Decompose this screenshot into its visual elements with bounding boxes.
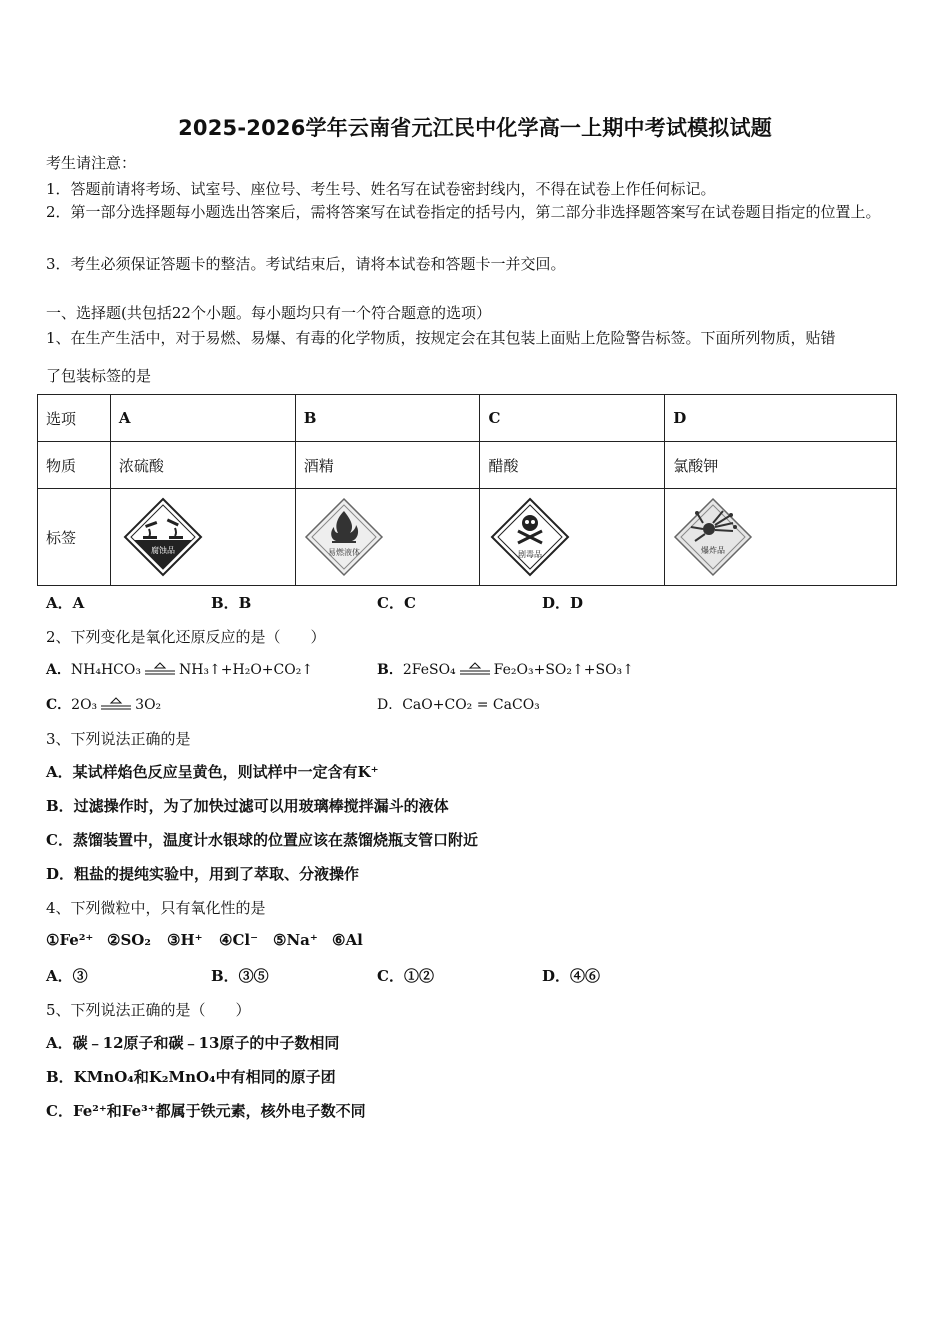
substance-c: 醋酸: [480, 442, 665, 489]
option-b: B: [295, 395, 480, 442]
row-label-option: 选项: [38, 395, 111, 442]
q4-answer-c[interactable]: C．①②: [377, 967, 434, 985]
q1-stem-line2: 了包装标签的是: [46, 367, 152, 385]
q5-option-b[interactable]: B．KMnO₄和K₂MnO₄中有相同的原子团: [46, 1068, 336, 1086]
heat-equals-icon: [456, 662, 494, 678]
flammable-label-icon: [304, 497, 384, 577]
q2-a-left: NH₄HCO₃: [70, 662, 141, 678]
q4-particle-5: ⑤Na⁺: [273, 931, 318, 949]
label-text-b: 易燃液体: [327, 548, 360, 557]
q3-option-c[interactable]: C．蒸馏装置中，温度计水银球的位置应该在蒸馏烧瓶支管口附近: [46, 831, 478, 849]
label-text-d: 爆炸品: [701, 546, 726, 555]
row-label-tag: 标签: [38, 489, 111, 586]
row-label-substance: 物质: [38, 442, 111, 489]
q3-option-d[interactable]: D．粗盐的提纯实验中，用到了萃取、分液操作: [46, 865, 360, 883]
q1-answer-b[interactable]: B．B: [211, 594, 252, 612]
q4-particle-2: ②SO₂: [107, 931, 151, 949]
q2-option-b[interactable]: [377, 659, 634, 679]
q2-option-d[interactable]: D．CaO+CO₂ = CaCO₃: [377, 697, 540, 713]
label-cell-c: [480, 489, 665, 586]
option-a: A: [110, 395, 295, 442]
notice-heading: 考生请注意：: [46, 154, 137, 172]
explosive-label-icon: [673, 497, 753, 577]
notice-item-2: 2．第一部分选择题每小题选出答案后，需将答案写在试卷指定的括号内，第二部分非选择题答案写在试卷题目指定的位置上。: [46, 203, 881, 221]
section-heading: 一、选择题(共包括22个小题。每小题均只有一个符合题意的选项）: [46, 304, 491, 322]
q4-particle-3: ③H⁺: [167, 931, 203, 949]
q5-option-a[interactable]: A．碳﹣12原子和碳﹣13原子的中子数相同: [46, 1034, 340, 1052]
q1-answer-a[interactable]: A．A: [46, 594, 85, 612]
q2-b-label: B．: [377, 662, 403, 678]
notice-item-1: 1．答题前请将考场、试室号、座位号、考生号、姓名写在试卷密封线内，不得在试卷上作任何标记。: [46, 180, 716, 198]
q2-option-a[interactable]: [46, 659, 313, 679]
option-d: D: [665, 395, 897, 442]
q1-stem-line1: 1、在生产生活中，对于易燃、易爆、有毒的化学物质，按规定会在其包装上面贴上危险警告标签。下面所列物质，贴错: [46, 329, 836, 347]
label-cell-b: [295, 489, 480, 586]
label-text-a: 腐蚀品: [150, 546, 175, 555]
q2-b-left: 2FeSO₄: [402, 662, 456, 678]
q2-c-right: 3O₂: [135, 697, 162, 713]
q4-answer-a[interactable]: A．③: [46, 967, 88, 985]
q2-a-right: NH₃↑+H₂O+CO₂↑: [178, 662, 314, 678]
q4-answer-b[interactable]: B．③⑤: [211, 967, 269, 985]
label-cell-a: [110, 489, 295, 586]
page-title: 2025-2026学年云南省元江民中化学高一上期中考试模拟试题: [178, 116, 772, 140]
q2-b-right: Fe₂O₃+SO₂↑+SO₃↑: [493, 662, 634, 678]
option-c: C: [480, 395, 665, 442]
q3-stem: 3、下列说法正确的是: [46, 730, 191, 748]
substance-a: 浓硫酸: [110, 442, 295, 489]
notice-item-3: 3．考生必须保证答题卡的整洁。考试结束后，请将本试卷和答题卡一并交回。: [46, 255, 566, 273]
q3-option-a[interactable]: A．某试样焰色反应呈黄色，则试样中一定含有K⁺: [46, 763, 379, 781]
label-cell-d: [665, 489, 897, 586]
q1-answer-c[interactable]: C．C: [377, 594, 416, 612]
q5-option-c[interactable]: C．Fe²⁺和Fe³⁺都属于铁元素，核外电子数不同: [46, 1102, 366, 1120]
q1-answer-d[interactable]: D．D: [542, 594, 584, 612]
q4-answer-d[interactable]: D．④⑥: [542, 967, 601, 985]
q2-a-label: A．: [46, 662, 71, 678]
q2-stem: 2、下列变化是氧化还原反应的是（ ）: [46, 628, 326, 646]
q4-particle-6: ⑥Al: [332, 931, 363, 949]
q4-stem: 4、下列微粒中，只有氧化性的是: [46, 899, 266, 917]
q2-c-label: C．: [46, 697, 72, 713]
toxic-label-icon: [490, 497, 570, 577]
q1-table: [37, 394, 897, 586]
substance-b: 酒精: [295, 442, 480, 489]
label-text-c: 剧毒品: [518, 550, 543, 559]
q2-option-c[interactable]: [46, 694, 161, 714]
heat-equals-icon: [141, 662, 179, 678]
q4-particle-1: ①Fe²⁺: [46, 931, 94, 949]
q3-option-b[interactable]: B．过滤操作时，为了加快过滤可以用玻璃棒搅拌漏斗的液体: [46, 797, 449, 815]
q4-particle-4: ④Cl⁻: [219, 931, 259, 949]
q5-stem: 5、下列说法正确的是（ ）: [46, 1001, 251, 1019]
substance-d: 氯酸钾: [665, 442, 897, 489]
corrosive-label-icon: [123, 497, 203, 577]
q2-c-left: 2O₃: [71, 697, 98, 713]
heat-equals-icon: [97, 697, 135, 713]
